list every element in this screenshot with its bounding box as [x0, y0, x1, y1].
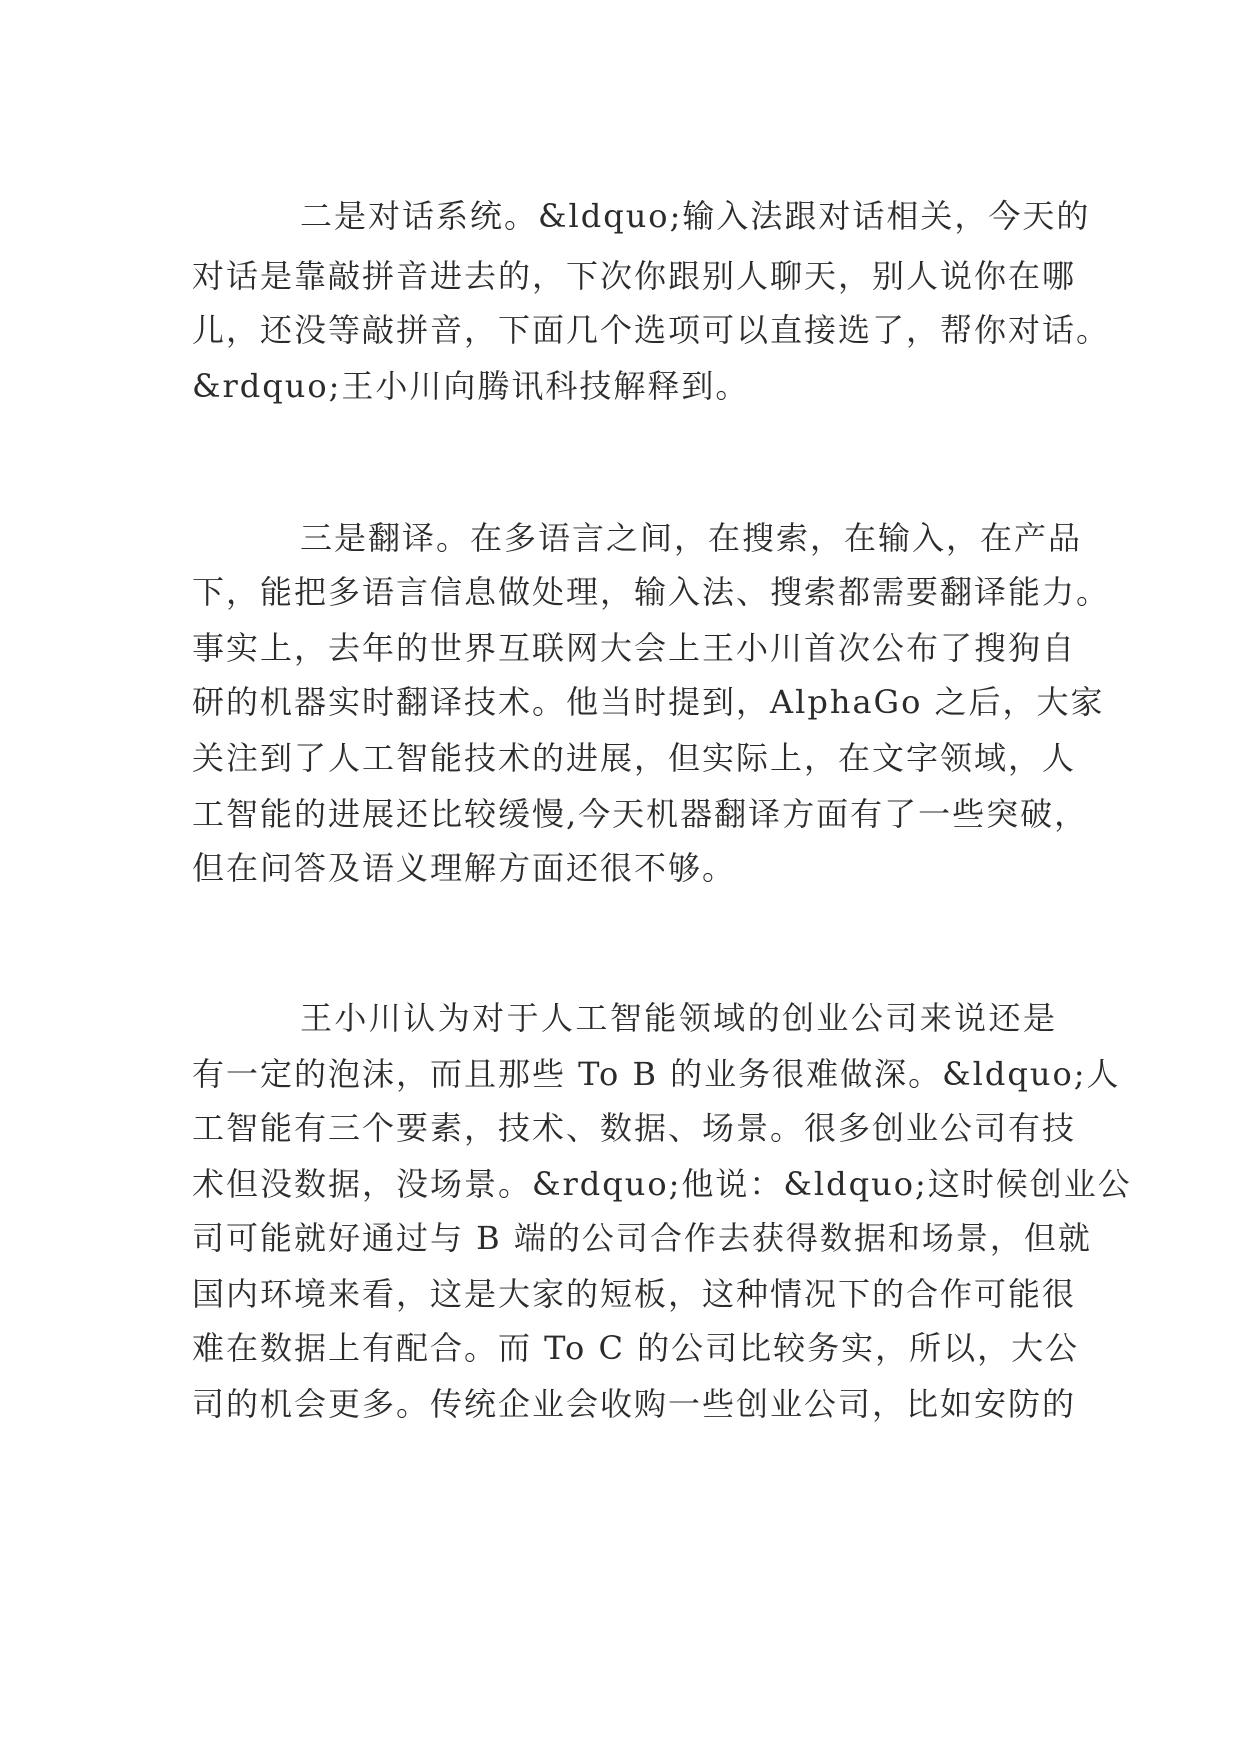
paragraph-2-line-3: 事实上，去年的世界互联网大会上王小川首次公布了搜狗自 — [192, 629, 1077, 667]
paragraph-1-line-4: &rdquo;王小川向腾讯科技解释到。 — [192, 367, 750, 405]
paragraph-3-line-7: 难在数据上有配合。而 To C 的公司比较务实，所以，大公 — [192, 1329, 1080, 1367]
paragraph-3-line-5: 司可能就好通过与 B 端的公司合作去获得数据和场景，但就 — [192, 1219, 1092, 1257]
paragraph-2-line-1: 三是翻译。在多语言之间，在搜索，在输入，在产品 — [300, 519, 1083, 557]
paragraph-2-line-4: 研的机器实时翻译技术。他当时提到，AlphaGo 之后，大家 — [192, 683, 1105, 721]
paragraph-3-line-2: 有一定的泡沫，而且那些 To B 的业务很难做深。&ldquo;人 — [192, 1055, 1121, 1093]
paragraph-3-line-4: 术但没数据，没场景。&rdquo;他说：&ldquo;这时候创业公 — [192, 1165, 1132, 1203]
paragraph-3-line-3: 工智能有三个要素，技术、数据、场景。很多创业公司有技 — [192, 1109, 1077, 1147]
paragraph-3-line-1: 王小川认为对于人工智能领域的创业公司来说还是 — [300, 999, 1057, 1037]
paragraph-2-line-5: 关注到了人工智能技术的进展，但实际上，在文字领域，人 — [192, 739, 1077, 777]
paragraph-1-line-1: 二是对话系统。&ldquo;输入法跟对话相关，今天的 — [300, 197, 1091, 235]
paragraph-1-line-2: 对话是靠敲拼音进去的，下次你跟别人聊天，别人说你在哪 — [192, 257, 1077, 295]
paragraph-3-line-6: 国内环境来看，这是大家的短板，这种情况下的合作可能很 — [192, 1275, 1077, 1313]
paragraph-2-line-6: 工智能的进展还比较缓慢,今天机器翻译方面有了一些突破， — [192, 795, 1089, 833]
paragraph-1-line-3: 儿，还没等敲拼音，下面几个选项可以直接选了，帮你对话。 — [192, 311, 1111, 349]
paragraph-2-line-7: 但在问答及语义理解方面还很不够。 — [192, 849, 737, 887]
paragraph-3-line-8: 司的机会更多。传统企业会收购一些创业公司，比如安防的 — [192, 1385, 1077, 1423]
paragraph-2-line-2: 下，能把多语言信息做处理，输入法、搜索都需要翻译能力。 — [192, 573, 1111, 611]
